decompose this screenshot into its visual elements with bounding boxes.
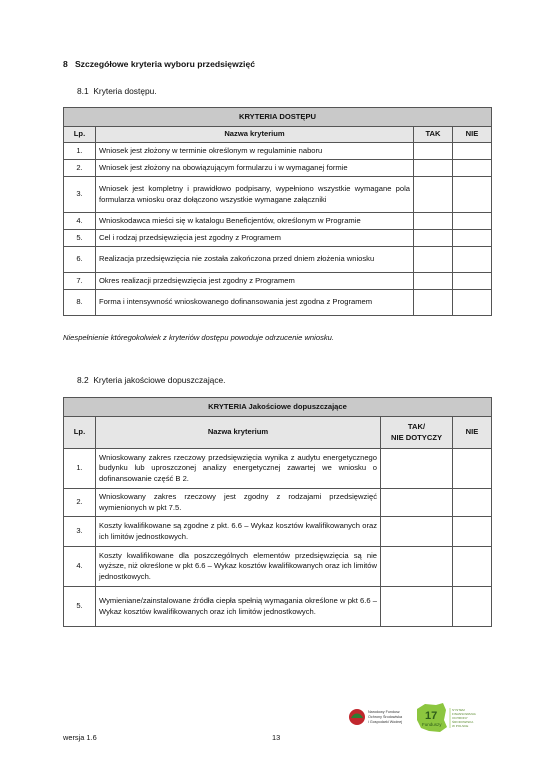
nfosigw-line-3: i Gospodarki Wodnej (368, 720, 403, 724)
column-header-no: NIE (453, 417, 492, 449)
column-header-no: NIE (453, 127, 492, 143)
table-title: KRYTERIA Jakościowe dopuszczające (64, 398, 492, 417)
row-number: 8. (64, 290, 96, 316)
no-cell (453, 449, 492, 489)
yes-na-cell (381, 489, 453, 517)
system-line-4: ŚRODOWISKA (452, 720, 474, 724)
table-row (64, 247, 492, 273)
table-row (64, 489, 492, 517)
table-row (64, 449, 492, 489)
table-row (64, 273, 492, 290)
criterion-text: Wniosek jest złożony w terminie określonym w regulaminie naboru (96, 143, 414, 160)
nfosigw-line-1: Narodowy Fundusz (368, 710, 400, 714)
row-number: 3. (64, 517, 96, 547)
criterion-text: Forma i intensywność wnioskowanego dofinansowania jest zgodna z Programem (96, 290, 414, 316)
row-number: 6. (64, 247, 96, 273)
table-row (64, 547, 492, 587)
criterion-text: Realizacja przedsięwzięcia nie została zakończona przed dniem złożenia wniosku (96, 247, 414, 273)
table-row (64, 213, 492, 230)
no-cell (453, 489, 492, 517)
column-header-yes-na (381, 417, 453, 449)
no-cell (453, 213, 492, 230)
subsection-number: 8.2 (77, 375, 89, 385)
row-number: 1. (64, 449, 96, 489)
nfosigw-line-2: Ochrony Środowiska (368, 715, 403, 719)
logo-number: 17 (425, 710, 438, 722)
criterion-text: Wnioskowany zakres rzeczowy przedsięwzięcia wynika z audytu energetycznego budynku lub uproszczonej analizy energetycznej zawartej we wniosku o dofinansowanie część B 2. (96, 449, 381, 489)
table-title: KRYTERIA DOSTĘPU (64, 108, 492, 127)
section-number: 8 (63, 59, 68, 69)
column-header-name: Nazwa kryterium (96, 127, 414, 143)
subsection-title: Kryteria jakościowe dopuszczające. (93, 375, 226, 385)
yes-cell (414, 290, 453, 316)
row-number: 5. (64, 230, 96, 247)
yes-cell (414, 177, 453, 213)
table-row (64, 230, 492, 247)
criterion-text: Koszty kwalifikowane dla poszczególnych elementów przedsięwzięcia są nie wyższe, niż określone w pkt 6.6 – Wykaz kosztów kwalifikowanych oraz ich limitów jednostkowych. (96, 547, 381, 587)
system-line-2: FINANSOWANIA (452, 712, 476, 716)
criterion-text: Wnioskodawca mieści się w katalogu Beneficjentów, określonym w Programie (96, 213, 414, 230)
nfosigw-logo (347, 705, 407, 729)
yes-na-cell (381, 449, 453, 489)
row-number: 7. (64, 273, 96, 290)
no-cell (453, 587, 492, 627)
table-row (64, 587, 492, 627)
table-row (64, 290, 492, 316)
subsection-heading-access (77, 86, 157, 96)
no-cell (453, 143, 492, 160)
table-row (64, 143, 492, 160)
yes-na-cell (381, 547, 453, 587)
row-number: 2. (64, 160, 96, 177)
yes-cell (414, 230, 453, 247)
rejection-note: Niespełnienie któregokolwiek z kryteriów dostępu powoduje odrzucenie wniosku. (63, 333, 334, 342)
yes-cell (414, 247, 453, 273)
system-line-1: SYSTEM (452, 708, 465, 712)
criterion-text: Koszty kwalifikowane są zgodne z pkt. 6.6 – Wykaz kosztów kwalifikowanych oraz ich limitów jednostkowych. (96, 517, 381, 547)
yes-na-cell (381, 587, 453, 627)
no-cell (453, 517, 492, 547)
table-row (64, 160, 492, 177)
criterion-text: Wniosek jest kompletny i prawidłowo podpisany, wypełniono wszystkie wymagane pola formularza wniosku oraz dołączono wszystkie wymagane załączniki (96, 177, 414, 213)
access-criteria-table (63, 107, 492, 316)
section-heading (63, 59, 255, 69)
column-header-lp: Lp. (64, 127, 96, 143)
yes-cell (414, 213, 453, 230)
no-cell (453, 273, 492, 290)
table-row (64, 177, 492, 213)
subsection-title: Kryteria dostępu. (93, 86, 157, 96)
header-not-applicable: NIE DOTYCZY (390, 432, 443, 442)
row-number: 2. (64, 489, 96, 517)
column-header-name: Nazwa kryterium (96, 417, 381, 449)
system-line-5: W POLSCE (452, 724, 469, 728)
no-cell (453, 547, 492, 587)
criterion-text: Wymieniane/zainstalowane źródła ciepła spełnią wymagania określone w pkt 6.6 – Wykaz kosztów kwalifikowanych oraz ich limitów jednostkowych. (96, 587, 381, 627)
no-cell (453, 177, 492, 213)
criterion-text: Cel i rodzaj przedsięwzięcia jest zgodny z Programem (96, 230, 414, 247)
subsection-heading-quality (77, 375, 226, 385)
criterion-text: Wniosek jest złożony na obowiązującym formularzu i w wymaganej formie (96, 160, 414, 177)
criterion-text: Okres realizacji przedsięwzięcia jest zgodny z Programem (96, 273, 414, 290)
subsection-number: 8.1 (77, 86, 89, 96)
table-row (64, 517, 492, 547)
yes-cell (414, 160, 453, 177)
row-number: 5. (64, 587, 96, 627)
header-yes: TAK/ (407, 421, 426, 431)
section-title: Szczegółowe kryteria wyboru przedsięwzięć (74, 59, 256, 69)
footer-version: wersja 1.6 (63, 733, 97, 742)
no-cell (453, 160, 492, 177)
row-number: 4. (64, 213, 96, 230)
column-header-lp: Lp. (64, 417, 96, 449)
quality-criteria-table (63, 397, 492, 627)
17-funduszy-logo (414, 700, 494, 734)
no-cell (453, 247, 492, 273)
yes-cell (414, 273, 453, 290)
yes-na-cell (381, 517, 453, 547)
no-cell (453, 290, 492, 316)
column-header-yes: TAK (414, 127, 453, 143)
row-number: 1. (64, 143, 96, 160)
criterion-text: Wnioskowany zakres rzeczowy jest zgodny z rodzajami przedsięwzięć wymienionych w pkt 7.5. (96, 489, 381, 517)
system-line-3: OCHRONY (452, 716, 468, 720)
logo-funduszy-text: Funduszy (422, 722, 442, 727)
yes-cell (414, 143, 453, 160)
page-number: 13 (272, 733, 281, 742)
row-number: 4. (64, 547, 96, 587)
no-cell (453, 230, 492, 247)
row-number: 3. (64, 177, 96, 213)
